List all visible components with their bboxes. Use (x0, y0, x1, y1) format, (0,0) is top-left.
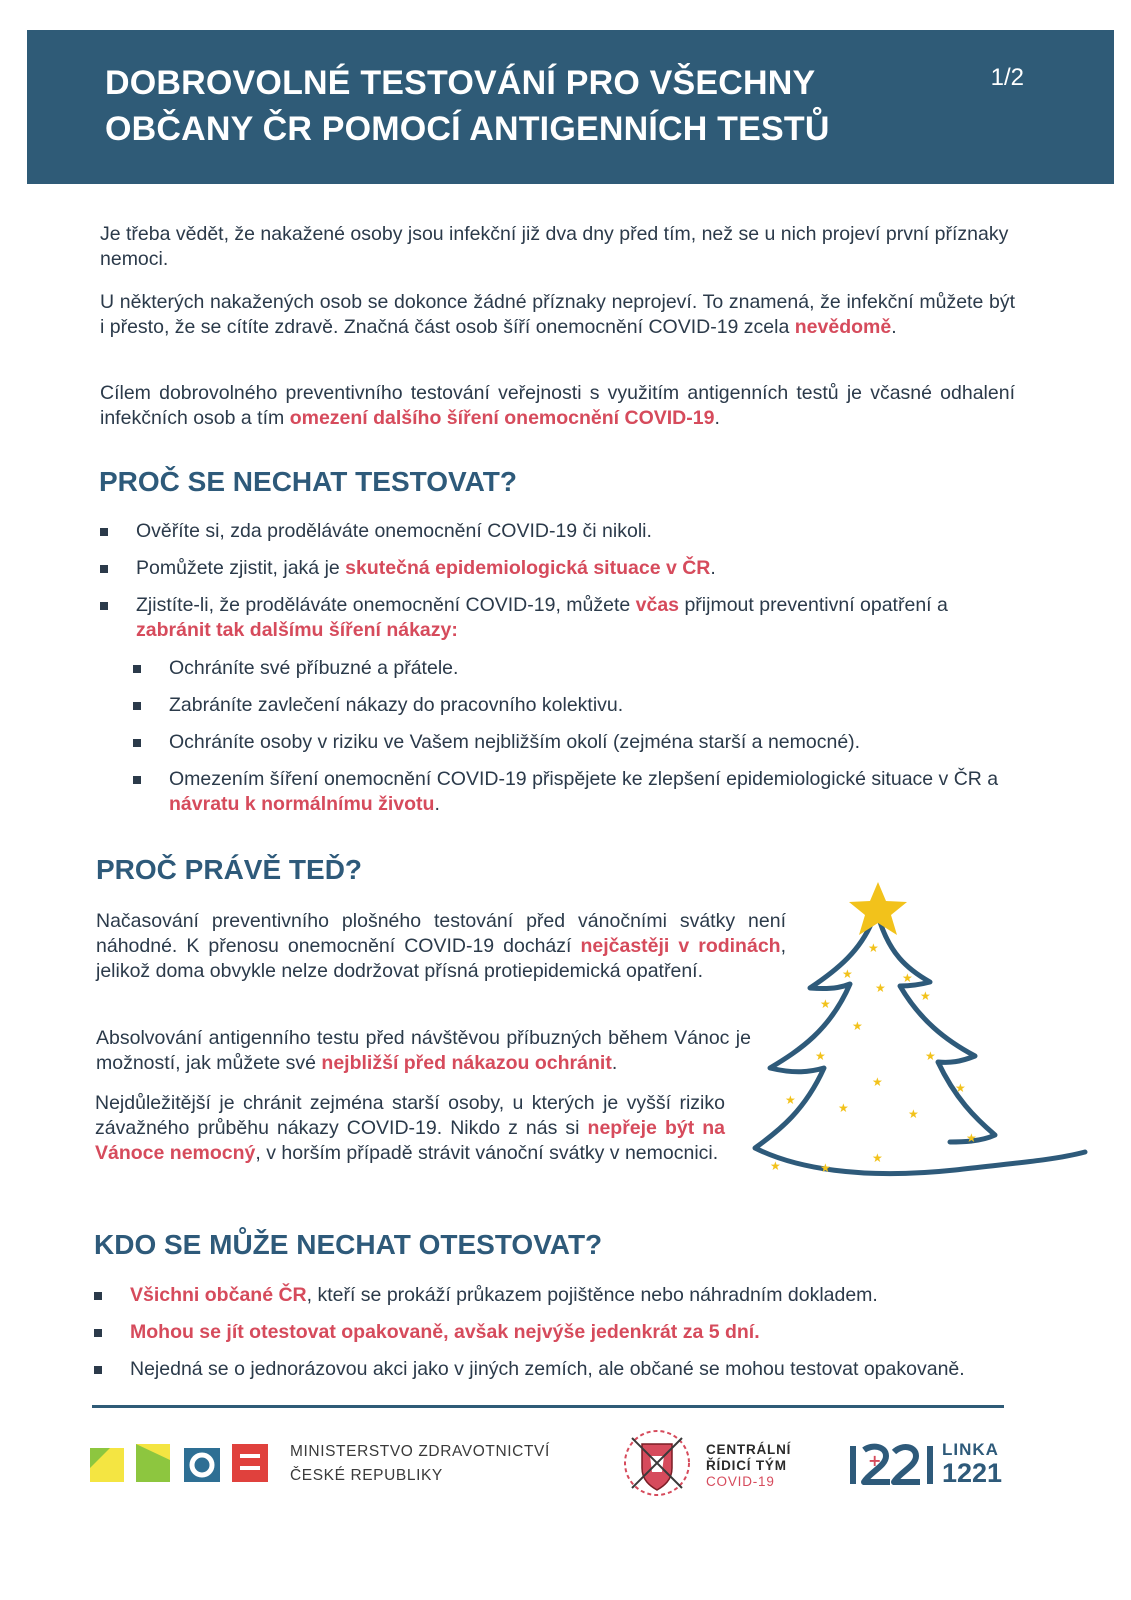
why-b2-end: . (710, 557, 716, 579)
why-s4-text: Omezením šíření onemocnění COVID-19 přispějete ke zlepšení epidemiologické situace v ČR a (169, 768, 999, 790)
small-star-icon: ★ (815, 1049, 826, 1063)
intro-p3-highlight: omezení dalšího šíření onemocnění COVID-19 (289, 407, 715, 429)
intro-p1-text: Je třeba vědět, že nakažené osoby jsou infekční již dva dny před tím, než se u nich projeví první příznaky nemoci. (100, 223, 1009, 270)
why-b1-text: Ověříte si, zda proděláváte onemocnění COVID-19 či nikoli. (136, 520, 652, 542)
why-s2-text: Zabráníte zavlečení nákazy do pracovního kolektivu. (169, 694, 624, 716)
why-b3-highlight-2: zabránit tak dalšímu šíření nákazy: (136, 619, 458, 641)
crt-line-2: ŘÍDICÍ TÝM (706, 1458, 787, 1473)
intro-p3-end: . (714, 407, 720, 429)
coat-of-arms-icon (622, 1428, 692, 1498)
small-star-icon: ★ (820, 1161, 831, 1175)
title-line-2: OBČANY ČR POMOCÍ ANTIGENNÍCH TESTŮ (105, 110, 830, 148)
why-s3-text: Ochráníte osoby v riziku ve Vašem nejbližším okolí (zejména starší a nemocné). (169, 731, 861, 753)
small-star-icon: ★ (920, 989, 931, 1003)
linka-label (942, 1441, 1002, 1487)
now-p3-text: Nejdůležitější je chránit zejména starší osoby, u kterých je vyšší riziko závažného průběhu nákazy COVID-19. Nikdo z nás si (95, 1092, 725, 1139)
why-bullet-list (100, 519, 1020, 655)
header-banner (27, 30, 1114, 184)
who-b2-highlight: Mohou se jít otestovat opakovaně, avšak nejvýše jedenkrát za 5 dní. (130, 1321, 760, 1343)
small-star-icon: ★ (966, 1131, 977, 1145)
now-p2-end: . (611, 1052, 618, 1074)
small-star-icon: ★ (785, 1093, 796, 1107)
small-star-icon: ★ (842, 967, 853, 981)
central-team-label (706, 1442, 791, 1490)
tree-top-star-icon (849, 882, 907, 935)
list-item (133, 767, 1013, 817)
now-paragraph-1 (96, 909, 786, 984)
ministry-line-2: ČESKÉ REPUBLIKY (290, 1467, 443, 1484)
small-star-icon: ★ (868, 941, 879, 955)
list-item (133, 730, 1013, 755)
list-item (133, 693, 1013, 718)
why-sub-bullet-list (133, 656, 1013, 829)
why-b3-highlight-1: včas (635, 594, 680, 616)
linka-logo (850, 1440, 935, 1488)
why-s4-end: . (434, 793, 440, 815)
who-bullet-list (94, 1283, 1024, 1394)
list-item (100, 519, 1020, 544)
ministry-logo (90, 1440, 270, 1485)
section-heading-who: KDO SE MŮŽE NECHAT OTESTOVAT? (94, 1229, 603, 1260)
small-star-icon: ★ (955, 1081, 966, 1095)
section-heading-now: PROČ PRÁVĚ TEĎ? (96, 854, 363, 885)
now-p3-highlight: nepřeje být na Vánoce nemocný (95, 1117, 725, 1164)
tree-outline (755, 922, 1085, 1174)
small-star-icon: ★ (902, 971, 913, 985)
small-star-icon: ★ (908, 1107, 919, 1121)
small-star-icon: ★ (838, 1101, 849, 1115)
why-b2-highlight: skutečná epidemiologická situace v ČR (345, 557, 711, 579)
who-b1-highlight: Všichni občané ČR (130, 1284, 307, 1306)
ministry-line-1: MINISTERSTVO ZDRAVOTNICTVÍ (290, 1443, 550, 1460)
list-item (94, 1357, 1024, 1382)
tree-stars (770, 941, 977, 1175)
now-p1-text: Načasování preventivního plošného testování před vánočními svátky není náhodné. K přenosu onemocnění COVID-19 dochází (96, 910, 786, 957)
section-heading-why: PROČ SE NECHAT TESTOVAT? (99, 466, 517, 497)
intro-p3-text: Cílem dobrovolného preventivního testování veřejnosti s využitím antigenních testů je včasné odhalení infekčních osob a tím (100, 382, 1015, 429)
now-p2-text: Absolvování antigenního testu před návštěvou příbuzných během Vánoc je možností, jak můžete své (96, 1027, 751, 1074)
christmas-tree-illustration (740, 880, 1100, 1210)
list-item (100, 556, 1020, 581)
small-star-icon: ★ (875, 981, 886, 995)
crt-line-1: CENTRÁLNÍ (706, 1442, 792, 1457)
who-b1-text: , kteří se prokáží průkazem pojištěnce nebo náhradním dokladem. (306, 1284, 878, 1306)
page-title (105, 60, 925, 152)
crt-line-3: COVID-19 (706, 1474, 775, 1489)
footer-divider (92, 1405, 1004, 1408)
now-p2-highlight: nejbližší před nákazou ochránit (321, 1052, 612, 1074)
list-item (94, 1283, 1024, 1308)
list-item (100, 593, 1020, 643)
small-star-icon: ★ (872, 1075, 883, 1089)
small-star-icon: ★ (820, 997, 831, 1011)
tree-outline-right (880, 922, 995, 1142)
ministry-name (290, 1440, 550, 1488)
small-star-icon: ★ (872, 1151, 883, 1165)
intro-p2-highlight: nevědomě (794, 316, 892, 338)
small-star-icon: ★ (770, 1159, 781, 1173)
small-star-icon: ★ (925, 1049, 936, 1063)
page-number: 1/2 (990, 64, 1024, 91)
list-item (94, 1320, 1024, 1345)
intro-p2-text: U některých nakažených osob se dokonce žádné příznaky neprojeví. To znamená, že infekční můžete být i přesto, že se cítíte zdravě. Značná část osob šíří onemocnění COVID-19 zcela (100, 291, 1015, 338)
svg-text:+: + (868, 1451, 882, 1470)
why-b2-text: Pomůžete zjistit, jaká je (136, 557, 346, 579)
list-item (133, 656, 1013, 681)
now-paragraph-2 (96, 1026, 751, 1076)
intro-paragraph-3 (100, 381, 1015, 431)
who-b3-text: Nejedná se o jednorázovou akci jako v jiných zemích, ale občané se mohou testovat opakovaně. (130, 1358, 965, 1380)
intro-paragraph-2 (100, 290, 1015, 340)
intro-p2-end: . (891, 316, 897, 338)
now-p1-highlight: nejčastěji v rodinách (580, 935, 781, 957)
now-paragraph-3 (95, 1091, 725, 1166)
linka-number: 1221 (942, 1458, 1003, 1488)
intro-paragraph-1 (100, 222, 1015, 272)
why-s4-highlight: návratu k normálnímu životu (169, 793, 435, 815)
small-star-icon: ★ (852, 1019, 863, 1033)
linka-line-1: LINKA (942, 1440, 999, 1459)
why-b3-mid: přijmout preventivní opatření a (679, 594, 948, 616)
now-p3-end: , v horším případě strávit vánoční svátky v nemocnici. (255, 1142, 719, 1164)
now-p1-end: , jelikož doma obvykle nelze dodržovat přísná protiepidemická opatření. (96, 935, 786, 982)
title-line-1: DOBROVOLNÉ TESTOVÁNÍ PRO VŠECHNY (105, 64, 816, 102)
why-s1-text: Ochráníte své příbuzné a přátele. (169, 657, 459, 679)
why-b3-text: Zjistíte-li, že proděláváte onemocnění COVID-19, můžete (136, 594, 636, 616)
